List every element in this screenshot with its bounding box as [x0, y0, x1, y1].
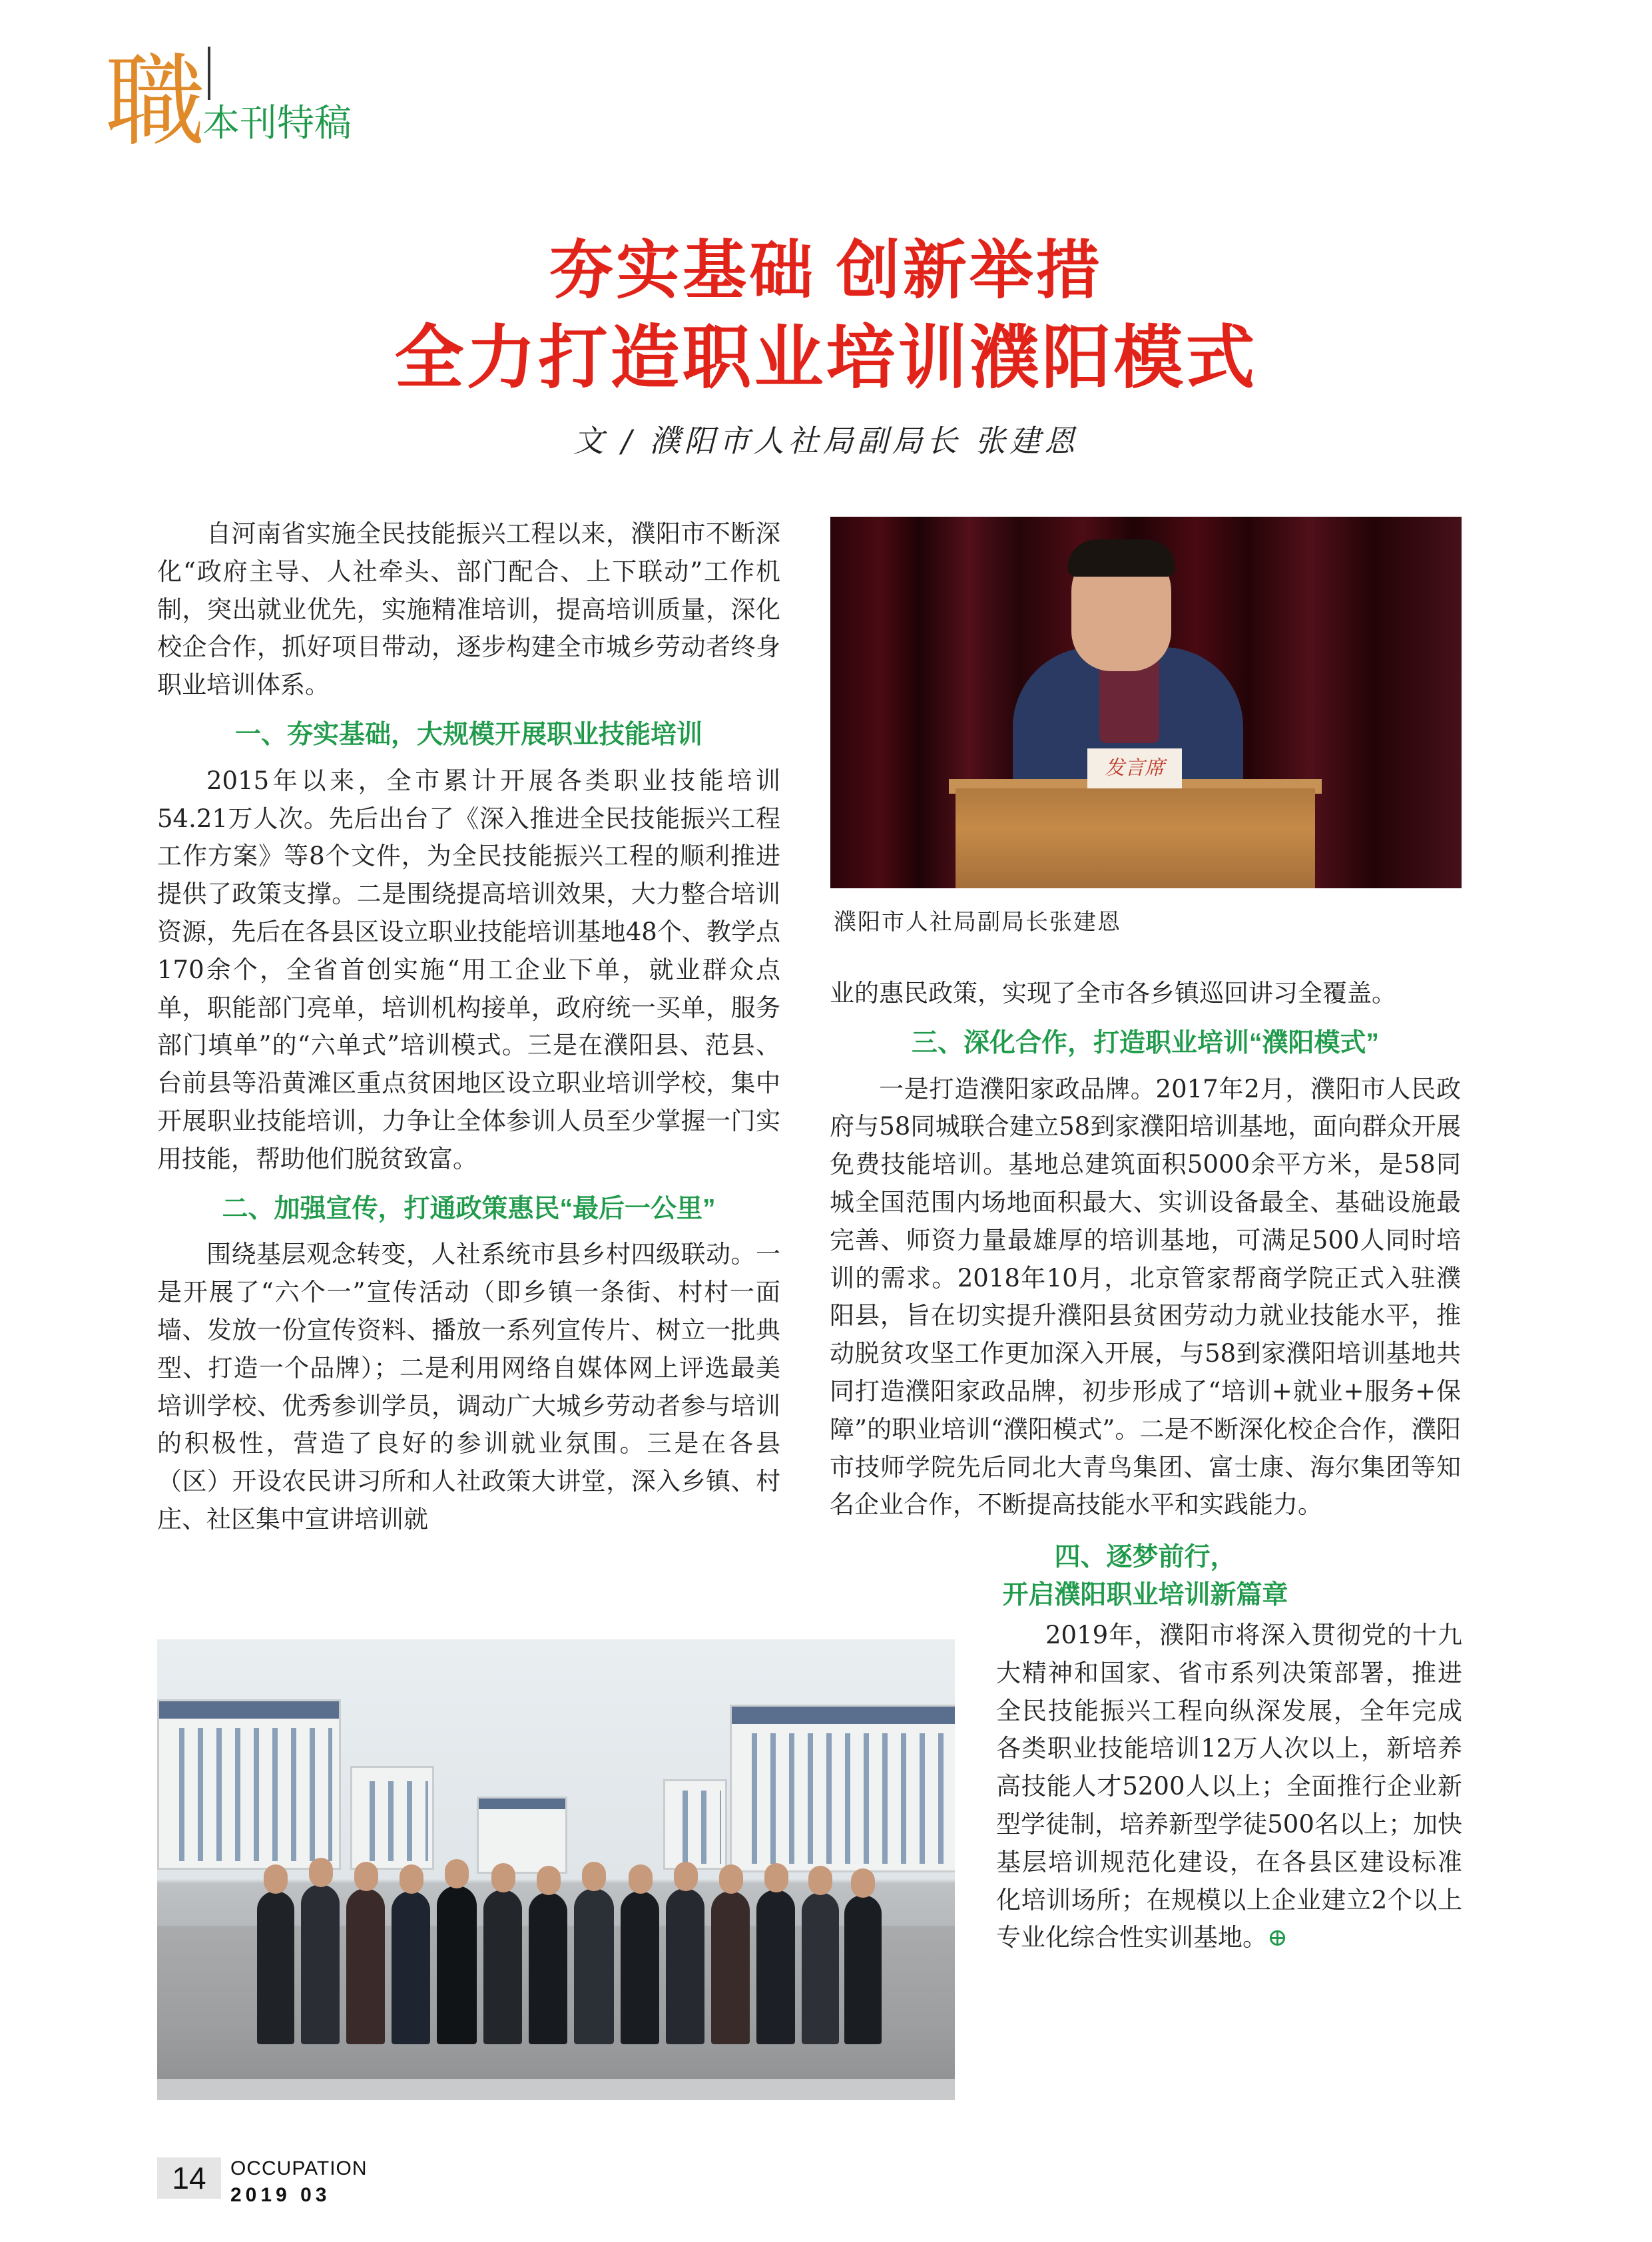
- photo-caption: 濮阳市人社局副局长张建恩: [834, 909, 1121, 936]
- person-head: [808, 1866, 832, 1895]
- person-head: [764, 1863, 788, 1892]
- section-heading-2: 二、加强宣传，打通政策惠民“最后一公里”: [222, 1194, 716, 1223]
- building-windows: [356, 1781, 428, 1861]
- person: [437, 1886, 477, 2044]
- person-head: [445, 1859, 469, 1888]
- person: [529, 1892, 567, 2044]
- person: [301, 1884, 340, 2044]
- person-head: [264, 1864, 288, 1894]
- person: [802, 1892, 839, 2044]
- header-divider: [208, 47, 210, 100]
- building-roof: [732, 1707, 955, 1724]
- continued-paragraph: 业的惠民政策，实现了全市各乡镇巡回讲习全覆盖。: [830, 979, 1396, 1007]
- person-head: [537, 1866, 561, 1895]
- page-number: 14: [157, 2157, 221, 2199]
- section-heading-4-line2: 开启濮阳职业培训新篇章: [1002, 1580, 1288, 1609]
- group-photo: [157, 1639, 955, 2100]
- left-column: [157, 515, 780, 1539]
- building-roof: [159, 1701, 339, 1719]
- person: [621, 1891, 659, 2044]
- person: [483, 1890, 522, 2044]
- person-head: [400, 1864, 423, 1894]
- person: [257, 1891, 294, 2044]
- person-head: [851, 1868, 875, 1898]
- section-heading-3: 三、深化合作，打造职业培训“濮阳模式”: [911, 1028, 1379, 1057]
- speaker-photo: [830, 517, 1462, 888]
- person-head: [582, 1862, 606, 1891]
- person: [756, 1890, 795, 2044]
- person: [574, 1888, 614, 2044]
- paragraph-1: 2015年以来，全市累计开展各类职业技能培训54.21万人次。先后出台了《深入推进全民技能振兴工程工作方案》等8个文件，为全民技能振兴工程的顺利推进提供了政策支撑。二是围绕提高培训效果，大力整合培训资源，先后在各县区设立职业技能培训基地48个、教学点170余个，全省首创实施“用工企业下单，就业群众点单，职能部门亮单，培训机构接单，政府统一买单，服务部门填单”的“六单式”培训模式。三是在濮阳县、范县、台前县等沿黄滩区重点贫困地区设立职业培训学校，集中开展职业技能培训，力争让全体参训人员至少掌握一门实用技能，帮助他们脱贫致富。: [157, 766, 780, 1173]
- person: [844, 1895, 882, 2044]
- magazine-logo-glyph: 職: [105, 44, 206, 160]
- speaker-hair: [1067, 539, 1175, 577]
- building-left: [157, 1699, 341, 1870]
- building-windows: [166, 1728, 332, 1861]
- section-heading-1: 一、夯实基础，大规模开展职业技能培训: [234, 720, 702, 749]
- person: [346, 1888, 385, 2044]
- paragraph-3: 一是打造濮阳家政品牌。2017年2月，濮阳市人民政府与58同城联合建立58到家濮阳培训基地，面向群众开展免费技能培训。基地总建筑面积5000余平方米，是58同城全国范围内场地面积最大、实训设备最全、基础设施最完善、师资力量最雄厚的培训基地，可满足500人同时培训的需求。2018年10月，北京管家帮商学院正式入驻濮阳县，旨在切实提升濮阳县贫困劳动力就业技能水平，推动脱贫攻坚工作更加深入开展，与58到家濮阳培训基地共同打造濮阳家政品牌，初步形成了“培训+就业+服务+保障”的职业培训“濮阳模式”。二是不断深化校企合作，濮阳市技师学院先后同北大青鸟集团、富士康、海尔集团等知名企业合作，不断提高技能水平和实践能力。: [830, 1074, 1461, 1520]
- paragraph-2: 围绕基层观念转变，人社系统市县乡村四级联动。一是开展了“六个一”宣传活动（即乡镇一条街、村村一面墙、发放一份宣传资料、播放一系列宣传片、树立一批典型、打造一个品牌）；二是利用网络自媒体网上评选最美培训学校、优秀参训学员，调动广大城乡劳动者参与培训的积极性，营造了良好的参训就业氛围。三是在各县（区）开设农民讲习所和人社政策大讲堂，深入乡镇、村庄、社区集中宣讲培训就: [157, 1240, 780, 1534]
- article-title-line2: 全力打造职业培训濮阳模式: [394, 320, 1258, 397]
- person: [392, 1891, 430, 2044]
- paragraph-4: 2019年，濮阳市将深入贯彻党的十九大精神和国家、省市系列决策部署，推进全民技能振兴工程向纵深发展，全年完成各类职业技能培训12万人次以上，新培养高技能人才5200人以上；全面推行企业新型学徒制，培养新型学徒500名以上；加快基层培训规范化建设，在各县区建设标准化培训场所；在规模以上企业建立2个以上专业化综合性实训基地。⊕: [996, 1621, 1462, 1952]
- person-head: [491, 1863, 515, 1892]
- building-windows: [738, 1733, 950, 1864]
- end-mark-icon: ⊕: [1267, 1923, 1288, 1952]
- person-head: [719, 1864, 743, 1894]
- magazine-name: OCCUPATION: [230, 2157, 368, 2179]
- group-of-people: [257, 1851, 955, 2058]
- person-head: [629, 1864, 653, 1894]
- article-byline: 文 / 濮阳市人社局副局长 张建恩: [573, 423, 1079, 459]
- person: [711, 1891, 750, 2044]
- intro-paragraph: 自河南省实施全民技能振兴工程以来，濮阳市不断深化“政府主导、人社牵头、部门配合、上下联动”工作机制，突出就业优先，实施精准培训，提高培训质量，深化校企合作，抓好项目带动，逐步构建全市城乡劳动者终身职业培训体系。: [157, 519, 780, 700]
- section-label: 本刊特稿: [202, 102, 352, 144]
- person: [666, 1888, 704, 2044]
- building-roof: [479, 1799, 565, 1809]
- article-title-line1: 夯实基础 创新举措: [549, 235, 1103, 306]
- issue-number: 2019 03: [230, 2184, 331, 2206]
- building-right: [730, 1705, 955, 1872]
- right-column: [830, 975, 1461, 1623]
- curb: [157, 2079, 955, 2100]
- person-head: [674, 1862, 698, 1891]
- section-heading-4-line1: 四、逐梦前行，: [1054, 1543, 1237, 1572]
- person-head: [309, 1858, 333, 1887]
- right-lower-column: [996, 1617, 1462, 1957]
- podium: [956, 788, 1315, 888]
- podium-sign: 发言席: [1087, 748, 1182, 788]
- person-head: [354, 1862, 378, 1891]
